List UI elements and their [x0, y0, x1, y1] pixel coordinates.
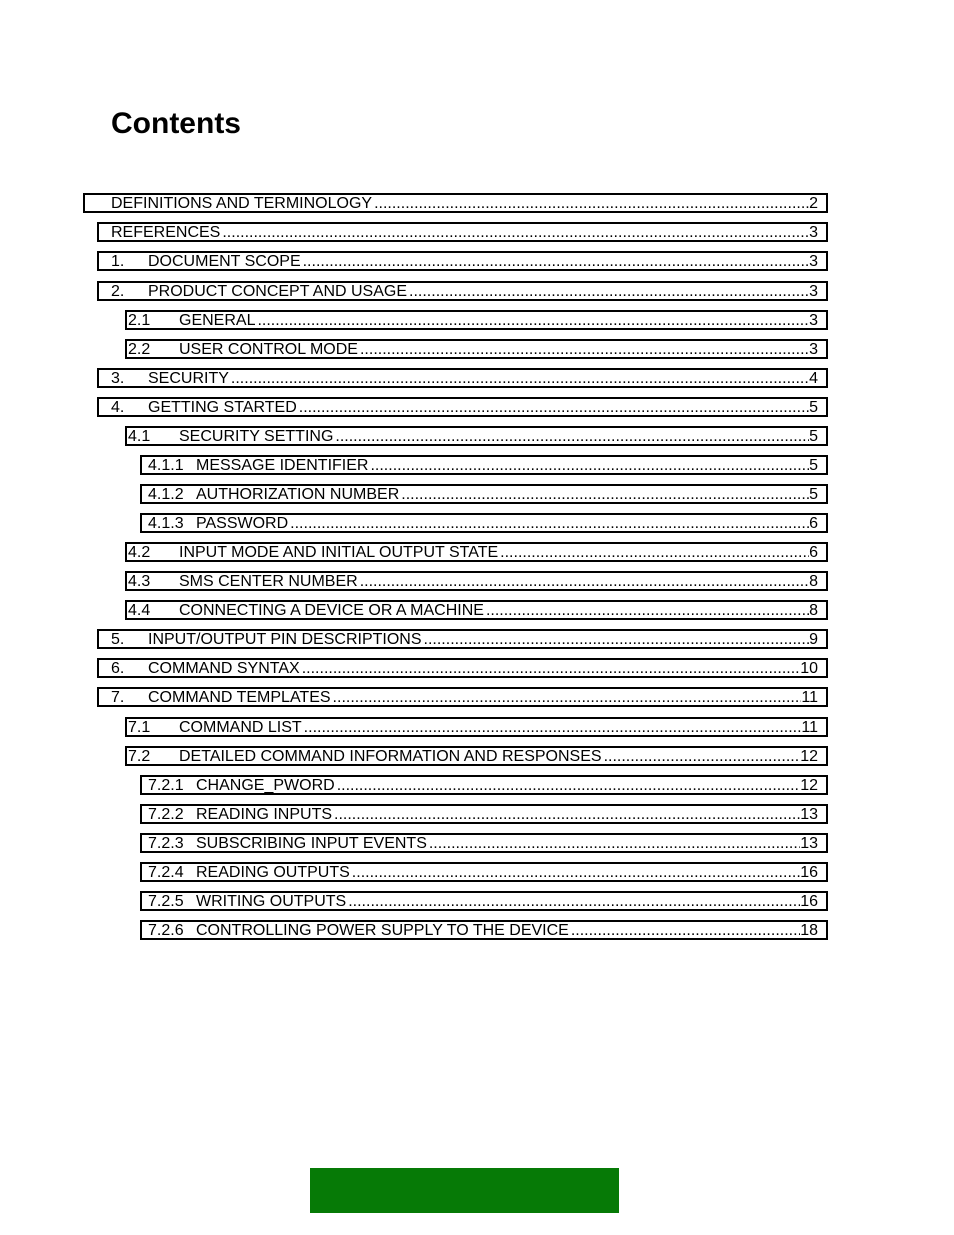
toc-entry-page-number: 5 — [809, 457, 818, 474]
toc-entry-number: 7.2 — [128, 748, 151, 765]
toc-entry-page-number: 3 — [809, 224, 818, 241]
toc-entry-label: CHANGE_PWORD — [196, 777, 335, 794]
dot-leader — [484, 602, 809, 619]
page-title: Contents — [111, 107, 241, 140]
toc-entry[interactable] — [97, 368, 828, 388]
toc-entry[interactable] — [140, 891, 828, 911]
toc-entry-page-number: 3 — [809, 253, 818, 270]
toc-entry-page-number: 18 — [800, 922, 818, 939]
toc-entry-number: 4.1.3 — [148, 515, 184, 532]
toc-entry-page-number: 13 — [800, 835, 818, 852]
toc-entry-number: 5. — [111, 631, 125, 648]
toc-entry-number: 7.2.1 — [148, 777, 184, 794]
dot-leader — [350, 864, 800, 881]
dot-leader — [358, 573, 809, 590]
toc-entry-label: READING OUTPUTS — [196, 864, 350, 881]
toc-entry-page-number: 3 — [809, 312, 818, 329]
toc-entry-number: 2.1 — [128, 312, 151, 329]
toc-entry-page-number: 5 — [809, 428, 818, 445]
toc-entry-label: WRITING OUTPUTS — [196, 893, 347, 910]
toc-entry-label: CONTROLLING POWER SUPPLY TO THE DEVICE — [196, 922, 569, 939]
toc-entry[interactable] — [125, 571, 828, 591]
toc-entry-label: SUBSCRIBING INPUT EVENTS — [196, 835, 427, 852]
dot-leader — [288, 515, 809, 532]
dot-leader — [358, 341, 809, 358]
toc-entry-page-number: 4 — [809, 370, 818, 387]
toc-entry-page-number: 5 — [809, 399, 818, 416]
dot-leader — [300, 660, 800, 677]
toc-entry-number: 7.2.4 — [148, 864, 184, 881]
toc-entry-number: 4. — [111, 399, 125, 416]
toc-entry-page-number: 3 — [809, 283, 818, 300]
toc-entry-label: CONNECTING A DEVICE OR A MACHINE — [179, 602, 484, 619]
toc-entry[interactable] — [125, 310, 828, 330]
toc-entry-number: 7.2.3 — [148, 835, 184, 852]
dot-leader — [297, 399, 809, 416]
toc-entry-page-number: 16 — [800, 864, 818, 881]
dot-leader — [498, 544, 809, 561]
toc-entry-label: AUTHORIZATION NUMBER — [196, 486, 400, 503]
toc-entry-number: 1. — [111, 253, 125, 270]
toc-entry-label: INPUT MODE AND INITIAL OUTPUT STATE — [179, 544, 499, 561]
toc-entry-page-number: 5 — [809, 486, 818, 503]
dot-leader — [368, 457, 809, 474]
toc-entry-number: 3. — [111, 370, 125, 387]
toc-entry-number: 4.2 — [128, 544, 151, 561]
toc-entry-label: REFERENCES — [111, 224, 221, 241]
toc-entry-page-number: 12 — [800, 748, 818, 765]
toc-entry-number: 4.4 — [128, 602, 151, 619]
dot-leader — [229, 370, 809, 387]
toc-entry-label: INPUT/OUTPUT PIN DESCRIPTIONS — [148, 631, 422, 648]
dot-leader — [331, 689, 802, 706]
dot-leader — [422, 631, 810, 648]
toc-entry[interactable] — [140, 484, 828, 504]
toc-entry-number: 7.2.5 — [148, 893, 184, 910]
toc-entry-label: READING INPUTS — [196, 806, 333, 823]
toc-entry-label: SMS CENTER NUMBER — [179, 573, 358, 590]
toc-entry[interactable] — [125, 746, 828, 766]
toc-entry-label: DETAILED COMMAND INFORMATION AND RESPONSES — [179, 748, 602, 765]
toc-entry-page-number: 10 — [800, 660, 818, 677]
dot-leader — [335, 777, 801, 794]
toc-entry-number: 4.3 — [128, 573, 151, 590]
toc-entry[interactable] — [140, 920, 828, 940]
toc-entry-number: 2. — [111, 283, 125, 300]
toc-entry-label: DOCUMENT SCOPE — [148, 253, 301, 270]
dot-leader — [569, 922, 800, 939]
toc-entry-page-number: 11 — [801, 689, 818, 706]
toc-entry-label: COMMAND TEMPLATES — [148, 689, 331, 706]
toc-entry-page-number: 13 — [800, 806, 818, 823]
toc-entry[interactable] — [140, 455, 828, 475]
toc-entry-number: 4.1 — [128, 428, 151, 445]
toc-entry-label: GETTING STARTED — [148, 399, 297, 416]
toc-entry[interactable] — [140, 862, 828, 882]
toc-entry-number: 4.1.1 — [148, 457, 184, 474]
toc-entry-page-number: 11 — [801, 719, 818, 736]
toc-entry-label: SECURITY — [148, 370, 229, 387]
toc-entry[interactable] — [125, 600, 828, 620]
toc-entry-label: COMMAND LIST — [179, 719, 302, 736]
toc-entry[interactable] — [125, 542, 828, 562]
toc-entry[interactable] — [140, 775, 828, 795]
toc-entry-label: MESSAGE IDENTIFIER — [196, 457, 369, 474]
toc-entry[interactable] — [125, 717, 828, 737]
dot-leader — [407, 283, 809, 300]
toc-entry-label: DEFINITIONS AND TERMINOLOGY — [111, 195, 373, 212]
toc-entry[interactable] — [140, 513, 828, 533]
toc-entry[interactable] — [97, 687, 828, 707]
toc-entry-label: SECURITY SETTING — [179, 428, 334, 445]
dot-leader — [302, 719, 802, 736]
toc-entry[interactable] — [125, 339, 828, 359]
toc-entry-label: GENERAL — [179, 312, 256, 329]
toc-entry-page-number: 8 — [809, 573, 818, 590]
toc-entry-number: 7.2.2 — [148, 806, 184, 823]
toc-entry[interactable] — [97, 222, 828, 242]
dot-leader — [399, 486, 809, 503]
toc-entry-page-number: 2 — [809, 195, 818, 212]
dot-leader — [255, 312, 809, 329]
dot-leader — [602, 748, 801, 765]
dot-leader — [220, 224, 809, 241]
toc-entry[interactable] — [97, 658, 828, 678]
toc-entry-page-number: 8 — [809, 602, 818, 619]
toc-entry-page-number: 9 — [809, 631, 818, 648]
toc-entry-number: 6. — [111, 660, 125, 677]
toc-entry-page-number: 6 — [809, 544, 818, 561]
toc-entry-page-number: 16 — [800, 893, 818, 910]
toc-entry-page-number: 12 — [800, 777, 818, 794]
toc-entry[interactable] — [125, 426, 828, 446]
toc-entry-number: 7.2.6 — [148, 922, 184, 939]
toc-entry[interactable] — [83, 193, 828, 213]
toc-entry-number: 7. — [111, 689, 125, 706]
dot-leader — [333, 428, 809, 445]
dot-leader — [301, 253, 809, 270]
toc-entry-number: 7.1 — [128, 719, 151, 736]
toc-entry[interactable] — [140, 804, 828, 824]
toc-entry-page-number: 3 — [809, 341, 818, 358]
dot-leader — [372, 195, 809, 212]
toc-entry-number: 4.1.2 — [148, 486, 184, 503]
toc-entry[interactable] — [97, 281, 828, 301]
toc-entry-label: COMMAND SYNTAX — [148, 660, 300, 677]
footer-bar — [310, 1168, 619, 1213]
toc-entry-label: PRODUCT CONCEPT AND USAGE — [148, 283, 408, 300]
dot-leader — [332, 806, 800, 823]
toc-entry-label: USER CONTROL MODE — [179, 341, 358, 358]
toc-entry[interactable] — [97, 251, 828, 271]
toc-entry-number: 2.2 — [128, 341, 151, 358]
dot-leader — [346, 893, 800, 910]
dot-leader — [427, 835, 800, 852]
toc-entry[interactable] — [97, 397, 828, 417]
toc-entry[interactable] — [140, 833, 828, 853]
toc-entry-page-number: 6 — [809, 515, 818, 532]
toc-entry[interactable] — [97, 629, 828, 649]
toc-entry-label: PASSWORD — [196, 515, 289, 532]
